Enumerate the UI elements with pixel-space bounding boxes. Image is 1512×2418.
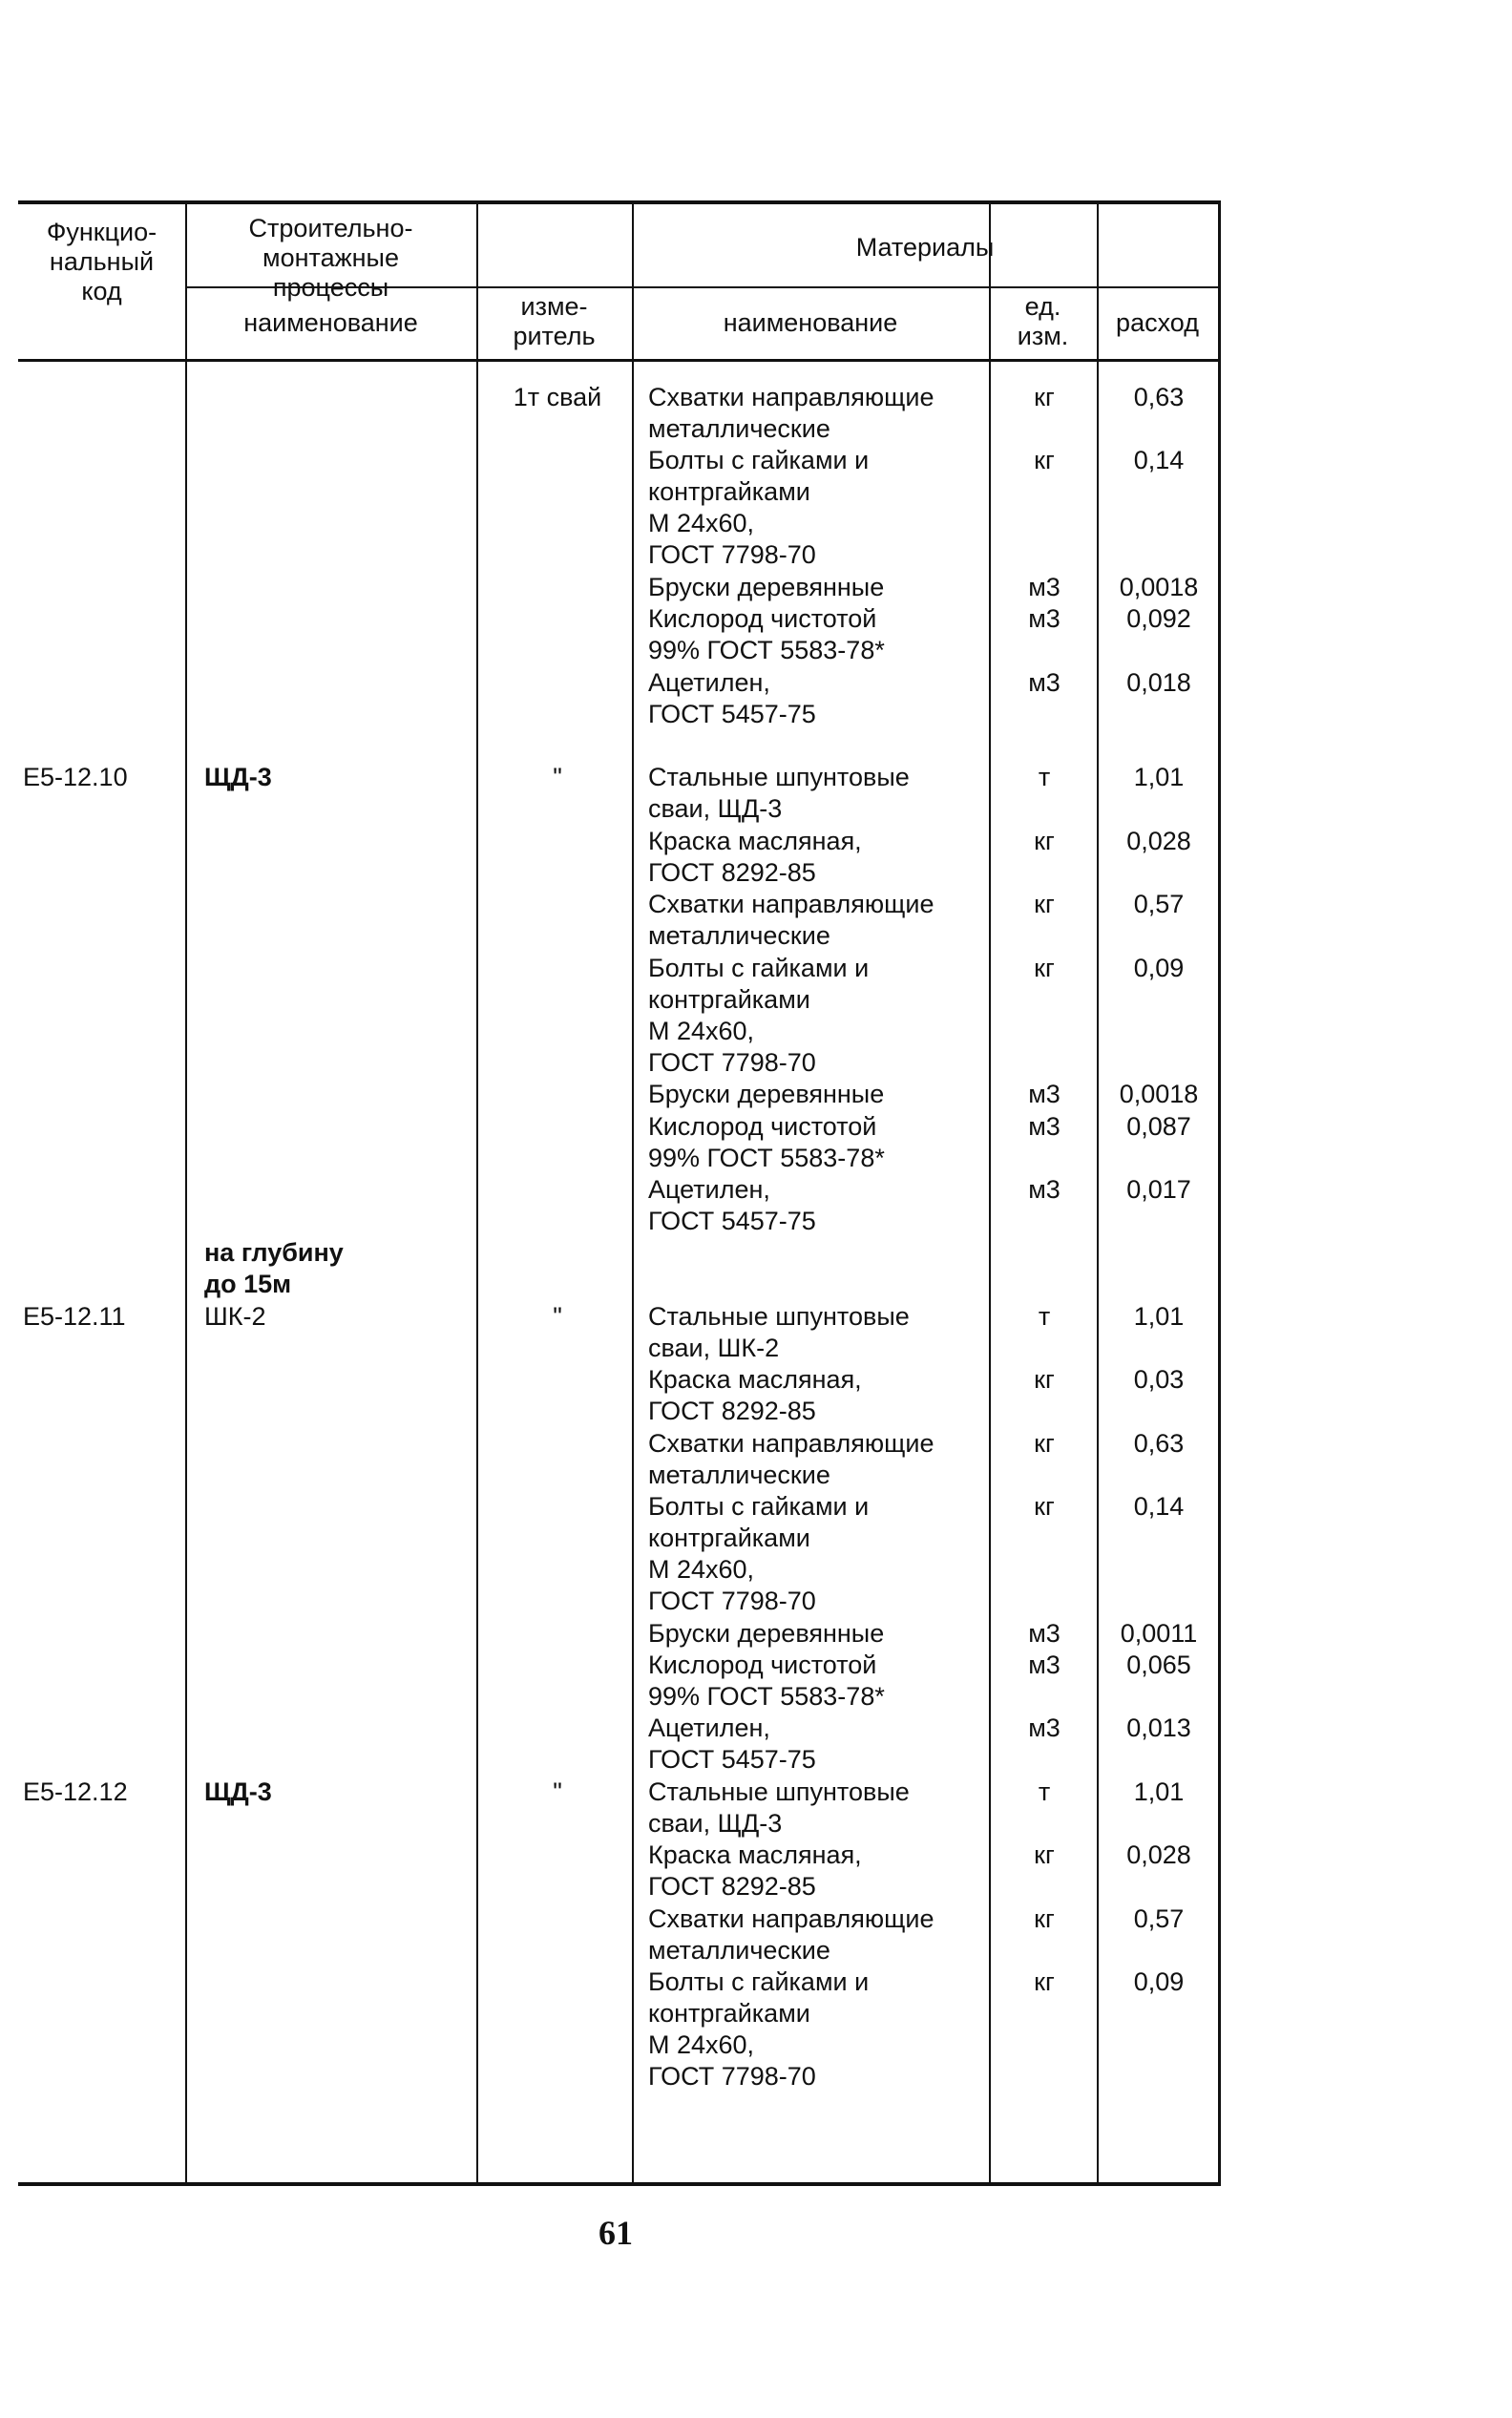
material-consumption: 0,028 <box>1126 826 1191 855</box>
function-code: Е5-12.12 <box>23 1777 128 1806</box>
material-name: Болты с гайками и контргайками М 24х60, ГОСТ 7798-70 <box>648 1492 870 1615</box>
material-unit: кг <box>1034 953 1055 982</box>
function-code: Е5-12.10 <box>23 763 128 792</box>
material-name: Кислород чистотой 99% ГОСТ 5583-78* <box>648 1651 885 1711</box>
material-unit: м3 <box>1028 604 1060 634</box>
col-divider <box>476 204 478 2182</box>
material-name: Болты с гайками и контргайками М 24х60, ГОСТ 7798-70 <box>648 446 870 570</box>
material-consumption: 0,09 <box>1133 953 1185 982</box>
material-unit: м3 <box>1028 1111 1060 1141</box>
process-name: ШК-2 <box>204 1301 266 1331</box>
material-consumption: 0,57 <box>1133 1903 1185 1933</box>
material-unit: кг <box>1034 826 1055 855</box>
material-consumption: 0,14 <box>1133 446 1185 475</box>
process-name: ЩД-3 <box>204 763 272 792</box>
header-processes: Строительно-монтажные процессы <box>248 214 413 302</box>
material-unit: м3 <box>1028 1714 1060 1743</box>
material-name: Ацетилен, ГОСТ 5457-75 <box>648 1714 816 1775</box>
material-consumption: 0,0011 <box>1120 1618 1198 1648</box>
material-unit: т <box>1038 763 1051 792</box>
material-name: Схватки направляющие металлические <box>648 1903 934 1965</box>
material-name: Схватки направляющие металлические <box>648 890 934 951</box>
material-unit: кг <box>1034 890 1055 919</box>
measure-unit: 1т свай <box>513 383 602 411</box>
material-unit: м3 <box>1028 1651 1060 1679</box>
material-unit: т <box>1038 1301 1051 1331</box>
material-name: Бруски деревянные <box>648 573 885 602</box>
header-measure: изме- ритель <box>513 292 596 350</box>
material-name: Краска масляная, ГОСТ 8292-85 <box>648 1365 862 1426</box>
header-materials: Материалы <box>855 233 995 262</box>
material-unit: кг <box>1034 1967 1055 1996</box>
material-consumption: 0,63 <box>1133 383 1185 411</box>
measure-unit: " <box>553 763 562 792</box>
measure-unit: " <box>553 1777 562 1806</box>
material-consumption: 0,018 <box>1126 667 1191 697</box>
material-unit: м3 <box>1028 1175 1060 1204</box>
header-unit: ед. изм. <box>1017 292 1069 350</box>
col-divider <box>632 204 634 2182</box>
measure-unit: " <box>553 1301 562 1331</box>
material-name: Бруски деревянные <box>648 1080 885 1109</box>
material-consumption: 1,01 <box>1133 1301 1185 1331</box>
material-consumption: 0,087 <box>1126 1111 1191 1141</box>
header-consumption: расход <box>1116 308 1199 337</box>
material-consumption: 0,0018 <box>1119 573 1199 602</box>
material-consumption: 0,03 <box>1133 1365 1185 1395</box>
material-name: Ацетилен, ГОСТ 5457-75 <box>648 1175 816 1235</box>
col-divider <box>185 204 187 2182</box>
material-unit: т <box>1038 1777 1051 1806</box>
material-consumption: 0,028 <box>1126 1840 1191 1870</box>
material-consumption: 0,09 <box>1133 1967 1185 1996</box>
material-name: Стальные шпунтовые сваи, ШК-2 <box>648 1301 910 1362</box>
materials-table <box>18 200 1221 2186</box>
material-unit: кг <box>1034 1428 1055 1458</box>
material-name: Стальные шпунтовые сваи, ЩД-3 <box>648 1777 910 1838</box>
material-name: Кислород чистотой 99% ГОСТ 5583-78* <box>648 604 885 665</box>
header-material-name: наименование <box>723 308 898 337</box>
material-name: Болты с гайками и контргайками М 24х60, ГОСТ 7798-70 <box>648 1967 870 2091</box>
material-consumption: 0,065 <box>1126 1651 1191 1679</box>
process-name: ЩД-3 <box>204 1777 272 1806</box>
material-consumption: 0,092 <box>1126 604 1191 634</box>
material-name: Схватки направляющие металлические <box>648 1428 934 1489</box>
process-name: на глубину до 15м <box>204 1238 344 1299</box>
material-name: Стальные шпунтовые сваи, ЩД-3 <box>648 763 910 824</box>
material-consumption: 0,0018 <box>1119 1080 1199 1109</box>
function-code: Е5-12.11 <box>23 1301 126 1331</box>
material-name: Кислород чистотой 99% ГОСТ 5583-78* <box>648 1111 885 1172</box>
page-number: 61 <box>598 2214 633 2252</box>
material-unit: кг <box>1034 1903 1055 1933</box>
material-name: Краска масляная, ГОСТ 8292-85 <box>648 1840 862 1902</box>
material-consumption: 0,57 <box>1133 890 1185 919</box>
material-consumption: 1,01 <box>1133 763 1185 792</box>
material-unit: кг <box>1034 446 1055 475</box>
material-unit: кг <box>1034 1492 1055 1521</box>
material-consumption: 1,01 <box>1133 1777 1185 1806</box>
material-name: Краска масляная, ГОСТ 8292-85 <box>648 826 862 887</box>
material-consumption: 0,013 <box>1126 1714 1191 1743</box>
material-consumption: 0,14 <box>1133 1492 1185 1521</box>
header-code: Функцио- нальный код <box>46 218 158 305</box>
header-bottom-line <box>18 359 1218 362</box>
material-unit: кг <box>1034 1840 1055 1870</box>
material-name: Ацетилен, ГОСТ 5457-75 <box>648 667 816 728</box>
material-unit: кг <box>1034 1365 1055 1395</box>
material-name: Бруски деревянные <box>648 1618 885 1648</box>
material-consumption: 0,017 <box>1126 1175 1191 1204</box>
material-unit: м3 <box>1028 667 1060 697</box>
col-divider <box>989 204 991 2182</box>
material-consumption: 0,63 <box>1133 1428 1185 1458</box>
header-process-name: наименование <box>243 308 418 337</box>
material-name: Схватки направляющие металлические <box>648 383 934 443</box>
material-unit: кг <box>1034 383 1055 411</box>
material-unit: м3 <box>1028 573 1060 602</box>
material-unit: м3 <box>1028 1080 1060 1109</box>
material-name: Болты с гайками и контргайками М 24х60, ГОСТ 7798-70 <box>648 953 870 1077</box>
material-unit: м3 <box>1028 1618 1060 1648</box>
